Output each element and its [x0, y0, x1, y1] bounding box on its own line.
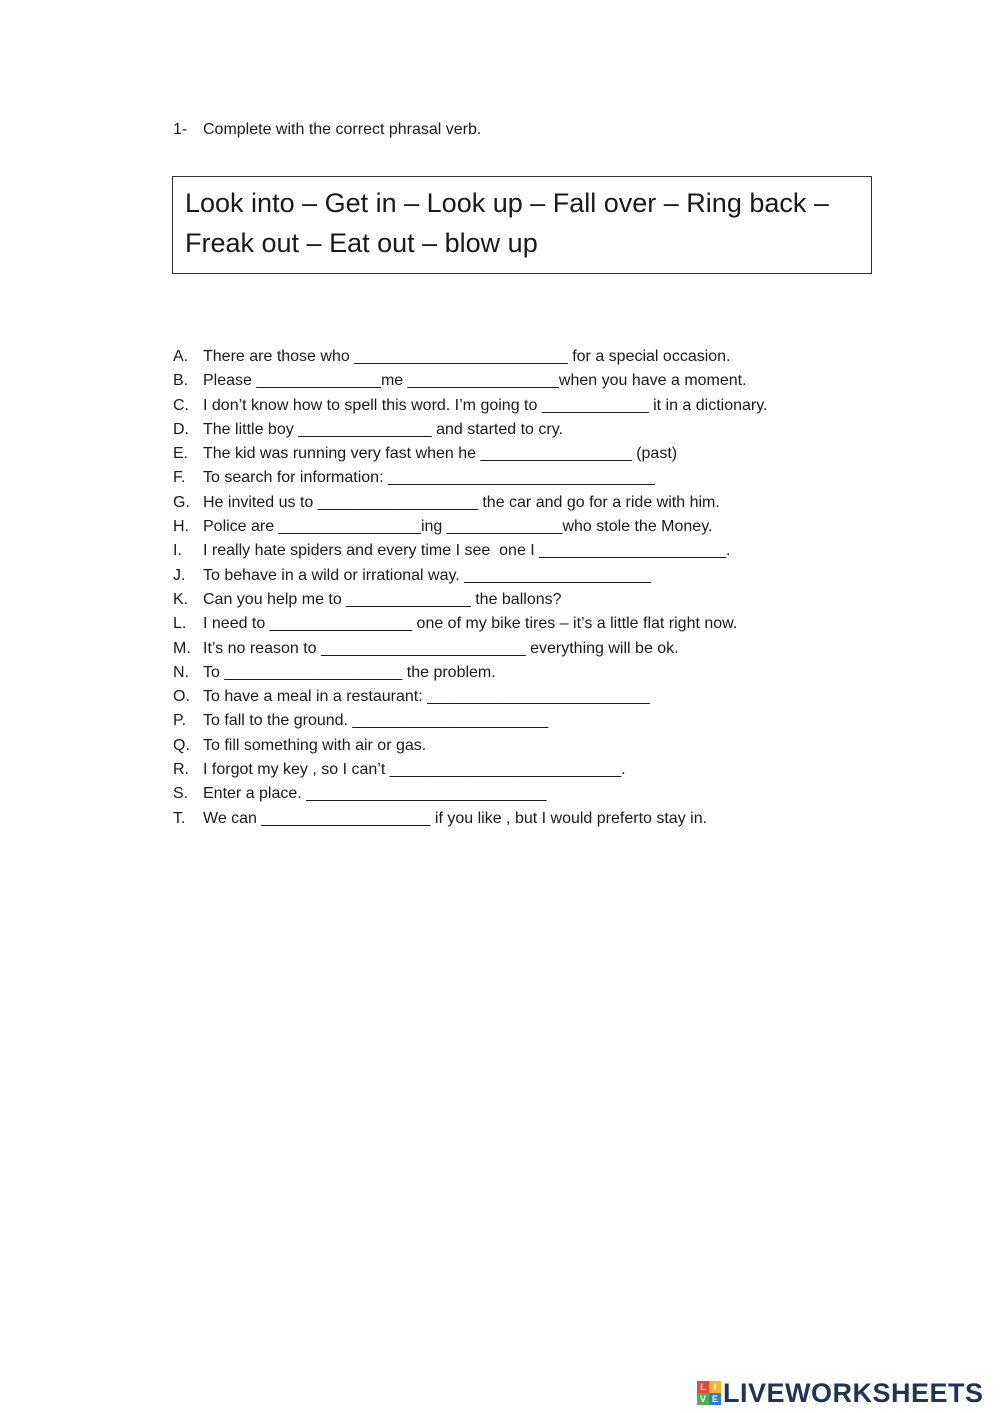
exercise-list — [173, 345, 893, 831]
exercise-letter: T. — [173, 809, 186, 827]
exercise-item — [173, 491, 893, 515]
exercise-text: He invited us to __________________ the car and go for a ride with him. — [203, 493, 720, 511]
exercise-text: Can you help me to ______________ the ballons? — [203, 590, 562, 608]
exercise-item — [173, 709, 893, 733]
exercise-text: Police are ________________ing _____________who stole the Money. — [203, 518, 713, 536]
logo-mark-letter: E — [709, 1393, 721, 1405]
exercise-letter: L. — [173, 615, 187, 633]
exercise-letter: I. — [173, 542, 182, 560]
exercise-letter: H. — [173, 518, 189, 536]
exercise-text: To ____________________ the problem. — [203, 663, 496, 681]
exercise-item — [173, 588, 893, 612]
exercise-letter: O. — [173, 688, 190, 706]
exercise-letter: M. — [173, 639, 191, 657]
exercise-item — [173, 466, 893, 490]
exercise-text: I need to ________________ one of my bike tires – it’s a little flat right now. — [203, 615, 738, 633]
exercise-item — [173, 782, 893, 806]
exercise-text: To behave in a wild or irrational way. _____________________ — [203, 566, 652, 584]
instruction-text: Complete with the correct phrasal verb. — [203, 121, 482, 138]
exercise-item — [173, 661, 893, 685]
exercise-letter: K. — [173, 590, 189, 608]
exercise-text: We can ___________________ if you like , but I would preferto stay in. — [203, 809, 708, 827]
exercise-item — [173, 564, 893, 588]
exercise-letter: E. — [173, 445, 189, 463]
exercise-item — [173, 442, 893, 466]
exercise-letter: G. — [173, 493, 190, 511]
exercise-letter: J. — [173, 566, 186, 584]
exercise-letter: N. — [173, 663, 189, 681]
word-bank-line-1: Look into – Get in – Look up – Fall over – Ring back – — [185, 188, 829, 218]
exercise-text: To fall to the ground. ______________________ — [203, 712, 549, 730]
exercise-letter: S. — [173, 785, 189, 803]
exercise-text: Enter a place. ___________________________ — [203, 785, 547, 803]
exercise-text: It’s no reason to _______________________ everything will be ok. — [203, 639, 679, 657]
exercise-letter: P. — [173, 712, 187, 730]
exercise-letter: B. — [173, 372, 189, 390]
exercise-letter: F. — [173, 469, 186, 487]
exercise-item — [173, 734, 893, 758]
logo-text: LIVEWORKSHEETS — [723, 1377, 984, 1408]
exercise-text: To fill something with air or gas. — [203, 736, 427, 754]
exercise-item — [173, 369, 893, 393]
exercise-item — [173, 539, 893, 563]
logo-mark-icon — [697, 1381, 721, 1405]
exercise-item — [173, 515, 893, 539]
exercise-letter: R. — [173, 761, 189, 779]
exercise-item — [173, 637, 893, 661]
exercise-item — [173, 418, 893, 442]
exercise-text: To have a meal in a restaurant: _________________________ — [203, 688, 650, 706]
exercise-text: Please ______________me _________________when you have a moment. — [203, 372, 747, 390]
exercise-text: I really hate spiders and every time I see one I _____________________. — [203, 542, 731, 560]
word-bank-box — [172, 176, 872, 274]
exercise-text: To search for information: ______________________________ — [203, 469, 655, 487]
instruction — [173, 120, 481, 140]
exercise-item — [173, 685, 893, 709]
exercise-text: There are those who ________________________ for a special occasion. — [203, 348, 731, 365]
exercise-item — [173, 394, 893, 418]
exercise-letter: Q. — [173, 736, 190, 754]
word-bank-line-2: Freak out – Eat out – blow up — [185, 228, 538, 258]
exercise-letter: C. — [173, 396, 189, 414]
exercise-text: The little boy _______________ and started to cry. — [203, 420, 563, 438]
exercise-item — [173, 807, 893, 831]
logo-mark-letter: L — [697, 1381, 709, 1393]
logo-mark-letter: I — [709, 1381, 721, 1393]
exercise-text: I forgot my key , so I can’t __________________________. — [203, 761, 626, 779]
liveworksheets-logo[interactable] — [697, 1378, 984, 1408]
exercise-text: The kid was running very fast when he _________________ (past) — [203, 445, 678, 463]
instruction-number: 1- — [173, 121, 188, 138]
exercise-letter: D. — [173, 420, 189, 438]
exercise-item — [173, 612, 893, 636]
exercise-text: I don’t know how to spell this word. I’m going to ____________ it in a dictionary. — [203, 396, 768, 414]
exercise-item — [173, 345, 893, 369]
exercise-item — [173, 758, 893, 782]
exercise-letter: A. — [173, 348, 189, 365]
logo-mark-letter: V — [697, 1393, 709, 1405]
